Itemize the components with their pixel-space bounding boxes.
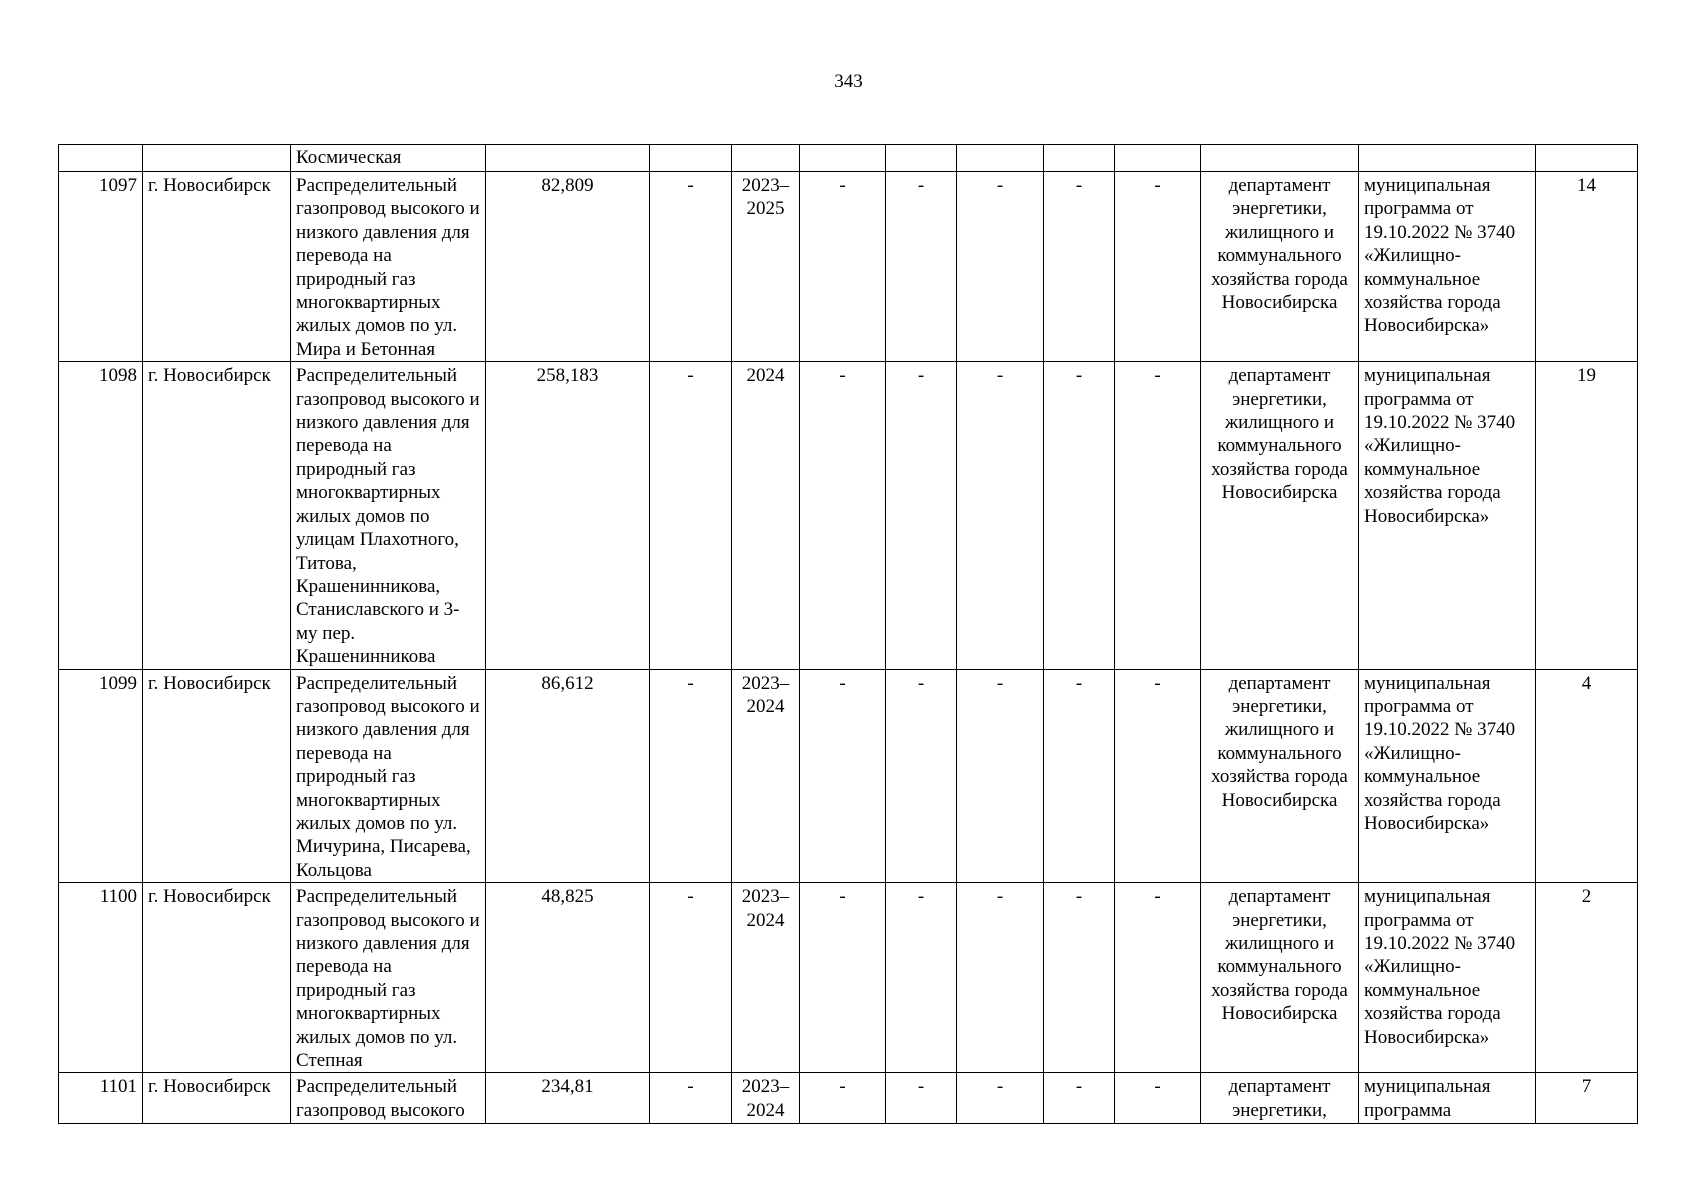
cell-col5 bbox=[650, 145, 732, 172]
cell-value: 48,825 bbox=[486, 883, 650, 1073]
cell-col9: - bbox=[957, 172, 1044, 362]
cell-col7 bbox=[800, 145, 886, 172]
cell-period: 2024 bbox=[732, 362, 800, 669]
cell-col11 bbox=[1115, 145, 1201, 172]
cell-last bbox=[1536, 145, 1638, 172]
cell-program: муниципальная программа от 19.10.2022 № 3740 «Жилищно-коммунальное хозяйства города Новосибирска» bbox=[1359, 362, 1536, 669]
cell-department: департамент энергетики, bbox=[1201, 1073, 1359, 1124]
cell-program: муниципальная программа от 19.10.2022 № 3740 «Жилищно-коммунальное хозяйства города Новосибирска» bbox=[1359, 883, 1536, 1073]
cell-period: 2023–2025 bbox=[732, 172, 800, 362]
cell-description: Распределительный газопровод высокого и низкого давления для перевода на природный газ многоквартирных жилых домов по улицам Плахотного, Титова, Крашенинникова, Станиславского и 3-му пер. Крашенинникова bbox=[291, 362, 486, 669]
cell-col8: - bbox=[886, 669, 957, 883]
cell-col10 bbox=[1044, 145, 1115, 172]
cell-num bbox=[59, 145, 143, 172]
cell-col10: - bbox=[1044, 883, 1115, 1073]
cell-department: департамент энергетики, жилищного и коммунального хозяйства города Новосибирска bbox=[1201, 669, 1359, 883]
cell-col9: - bbox=[957, 1073, 1044, 1124]
cell-col5: - bbox=[650, 669, 732, 883]
cell-department: департамент энергетики, жилищного и коммунального хозяйства города Новосибирска bbox=[1201, 883, 1359, 1073]
cell-department: департамент энергетики, жилищного и коммунального хозяйства города Новосибирска bbox=[1201, 362, 1359, 669]
cell-last: 2 bbox=[1536, 883, 1638, 1073]
cell-value: 234,81 bbox=[486, 1073, 650, 1124]
cell-num: 1101 bbox=[59, 1073, 143, 1124]
cell-last: 19 bbox=[1536, 362, 1638, 669]
cell-city: г. Новосибирск bbox=[143, 883, 291, 1073]
cell-col5: - bbox=[650, 883, 732, 1073]
cell-col11: - bbox=[1115, 172, 1201, 362]
cell-col9: - bbox=[957, 883, 1044, 1073]
cell-program: муниципальная программа от 19.10.2022 № 3740 «Жилищно-коммунальное хозяйства города Новосибирска» bbox=[1359, 172, 1536, 362]
table-row bbox=[59, 362, 1638, 669]
cell-col8: - bbox=[886, 1073, 957, 1124]
cell-department: департамент энергетики, жилищного и коммунального хозяйства города Новосибирска bbox=[1201, 172, 1359, 362]
cell-value: 86,612 bbox=[486, 669, 650, 883]
cell-col7: - bbox=[800, 669, 886, 883]
cell-col8 bbox=[886, 145, 957, 172]
cell-col7: - bbox=[800, 362, 886, 669]
cell-department bbox=[1201, 145, 1359, 172]
cell-col5: - bbox=[650, 1073, 732, 1124]
cell-col7: - bbox=[800, 172, 886, 362]
table-row bbox=[59, 669, 1638, 883]
cell-city: г. Новосибирск bbox=[143, 1073, 291, 1124]
cell-col9: - bbox=[957, 669, 1044, 883]
page-number: 343 bbox=[834, 71, 863, 92]
cell-col9 bbox=[957, 145, 1044, 172]
cell-description: Распределительный газопровод высокого и низкого давления для перевода на природный газ многоквартирных жилых домов по ул. Степная bbox=[291, 883, 486, 1073]
cell-col9: - bbox=[957, 362, 1044, 669]
cell-period: 2023–2024 bbox=[732, 669, 800, 883]
cell-value bbox=[486, 145, 650, 172]
cell-last: 14 bbox=[1536, 172, 1638, 362]
cell-col8: - bbox=[886, 362, 957, 669]
cell-program bbox=[1359, 145, 1536, 172]
cell-col11: - bbox=[1115, 362, 1201, 669]
table-row bbox=[59, 172, 1638, 362]
cell-last: 4 bbox=[1536, 669, 1638, 883]
cell-value: 82,809 bbox=[486, 172, 650, 362]
cell-city: г. Новосибирск bbox=[143, 669, 291, 883]
cell-col8: - bbox=[886, 883, 957, 1073]
cell-num: 1098 bbox=[59, 362, 143, 669]
cell-city: г. Новосибирск bbox=[143, 172, 291, 362]
cell-description: Распределительный газопровод высокого bbox=[291, 1073, 486, 1124]
cell-col7: - bbox=[800, 883, 886, 1073]
cell-program: муниципальная программа от 19.10.2022 № 3740 «Жилищно-коммунальное хозяйства города Новосибирска» bbox=[1359, 669, 1536, 883]
cell-program: муниципальная программа bbox=[1359, 1073, 1536, 1124]
table-row bbox=[59, 1073, 1638, 1124]
cell-description: Космическая bbox=[291, 145, 486, 172]
cell-col11: - bbox=[1115, 1073, 1201, 1124]
cell-col10: - bbox=[1044, 1073, 1115, 1124]
cell-col10: - bbox=[1044, 669, 1115, 883]
cell-description: Распределительный газопровод высокого и низкого давления для перевода на природный газ многоквартирных жилых домов по ул. Мира и Бетонная bbox=[291, 172, 486, 362]
cell-col8: - bbox=[886, 172, 957, 362]
cell-col5: - bbox=[650, 362, 732, 669]
cell-col5: - bbox=[650, 172, 732, 362]
cell-col11: - bbox=[1115, 883, 1201, 1073]
cell-period bbox=[732, 145, 800, 172]
cell-num: 1097 bbox=[59, 172, 143, 362]
cell-num: 1100 bbox=[59, 883, 143, 1073]
table-row-continuation bbox=[59, 145, 1638, 172]
cell-period: 2023–2024 bbox=[732, 1073, 800, 1124]
cell-col10: - bbox=[1044, 362, 1115, 669]
cell-col10: - bbox=[1044, 172, 1115, 362]
cell-city: г. Новосибирск bbox=[143, 362, 291, 669]
cell-city bbox=[143, 145, 291, 172]
cell-last: 7 bbox=[1536, 1073, 1638, 1124]
data-table bbox=[58, 144, 1638, 1124]
table-row bbox=[59, 883, 1638, 1073]
cell-description: Распределительный газопровод высокого и низкого давления для перевода на природный газ многоквартирных жилых домов по ул. Мичурина, Писарева, Кольцова bbox=[291, 669, 486, 883]
cell-num: 1099 bbox=[59, 669, 143, 883]
cell-period: 2023–2024 bbox=[732, 883, 800, 1073]
cell-value: 258,183 bbox=[486, 362, 650, 669]
cell-col11: - bbox=[1115, 669, 1201, 883]
cell-col7: - bbox=[800, 1073, 886, 1124]
